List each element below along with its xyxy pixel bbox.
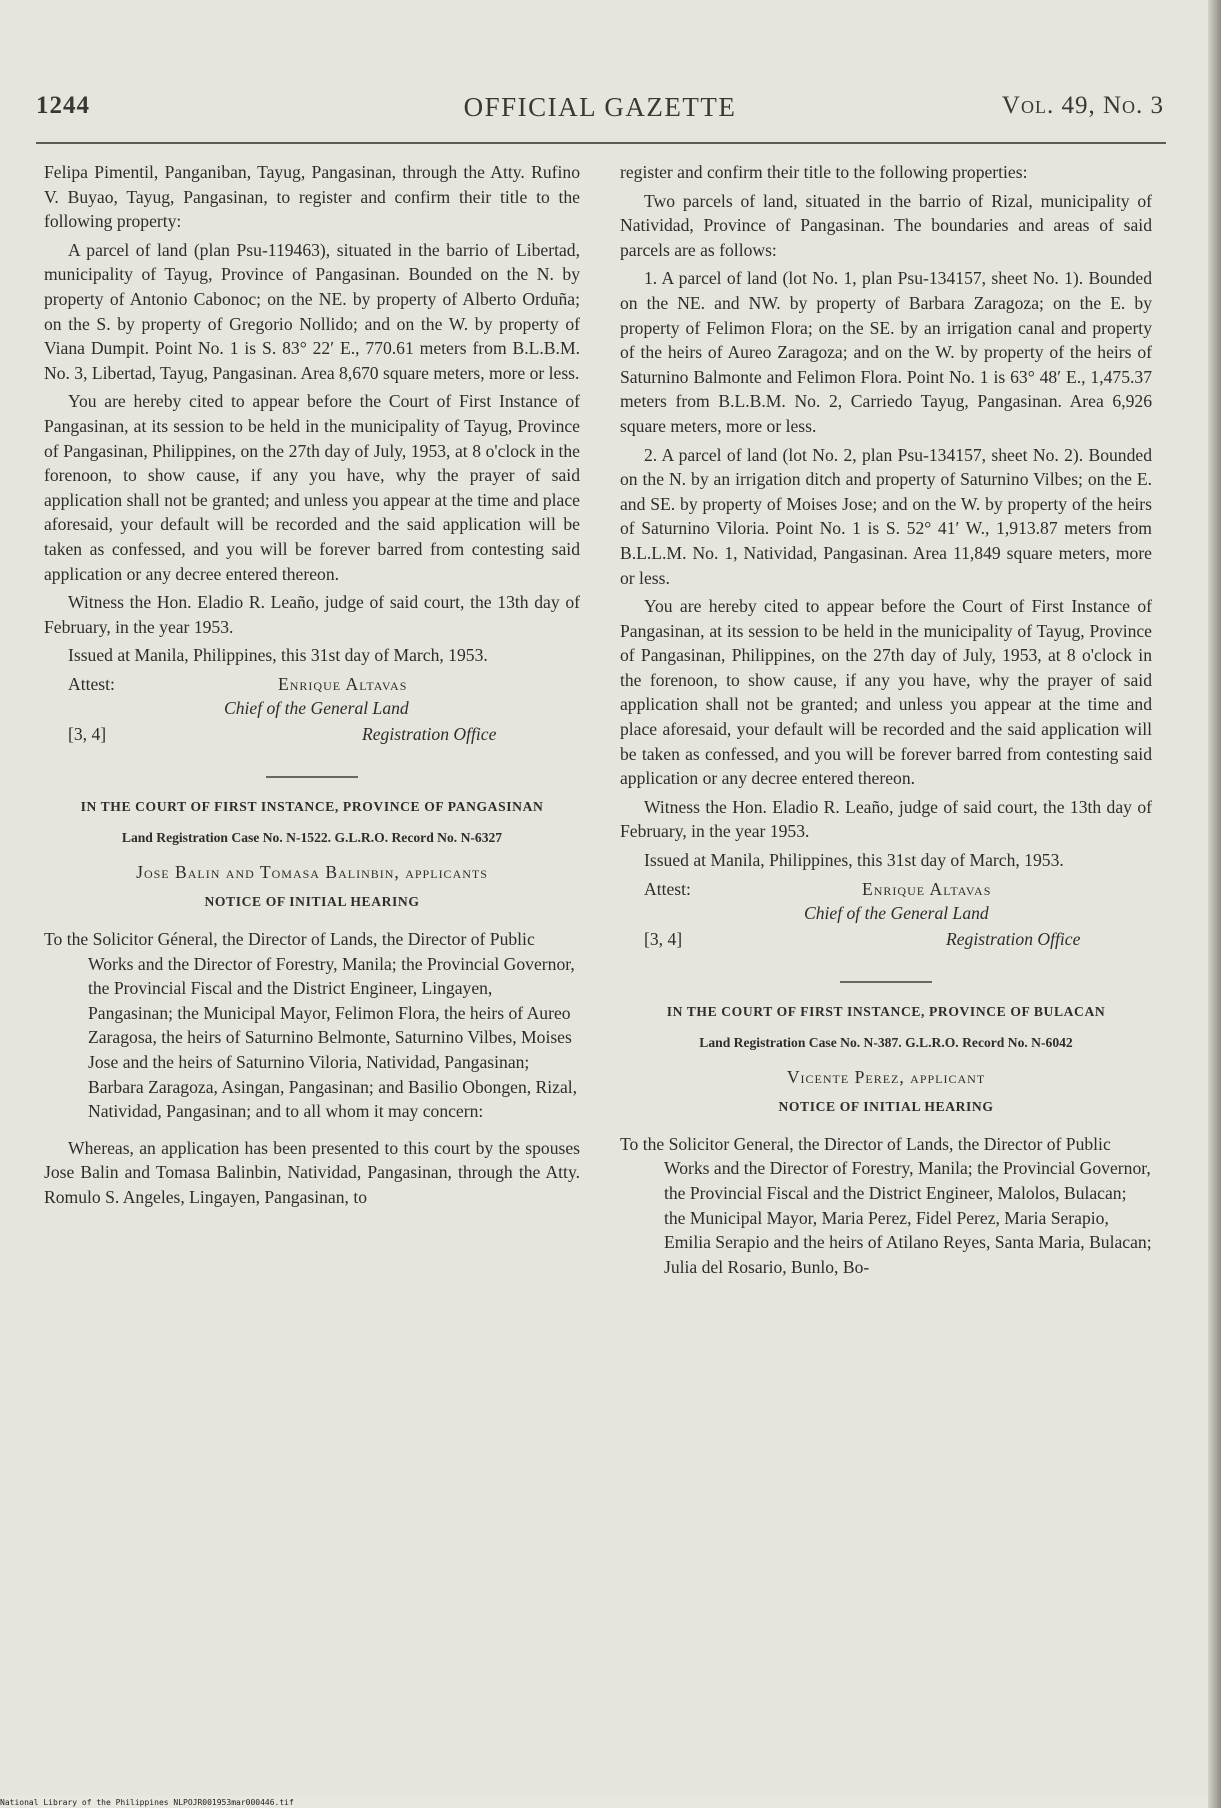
applicant-line: Vicente Perez, applicant <box>786 1066 986 1087</box>
volume-label: Vol. 49, No. 3 <box>1001 92 1164 119</box>
issue-reference: [3, 4] <box>68 723 107 744</box>
notice-heading: NOTICE OF INITIAL HEARING <box>204 894 420 910</box>
right-paragraph: Witness the Hon. Eladio R. Leaño, judge of said court, the 13th day of February, in the year 1953. <box>620 796 1152 842</box>
court-heading: IN THE COURT OF FIRST INSTANCE, PROVINCE OF PANGASINAN <box>80 798 544 814</box>
left-column <box>44 160 580 1210</box>
left-paragraph: Felipa Pimentil, Panganiban, Tayug, Pangasinan, through the Atty. Rufino V. Buyao, Tayug, Pangasinan, to register and confirm their title to the following property: <box>44 162 580 232</box>
publication-title: OFFICIAL GAZETTE <box>463 92 737 122</box>
page-number: 1244 <box>36 92 90 119</box>
left-paragraph: Witness the Hon. Eladio R. Leaño, judge of said court, the 13th day of February, in the year 1953. <box>44 592 580 637</box>
right-paragraph: You are hereby cited to appear before the Court of First Instance of Pangasinan, at its session to be held in the municipality of Tayug, Province of Pangasinan, Philippines, on the 27th day of July, 1953, at 8 o'clock in the forenoon, to show cause, if any you have, why the prayer of said application shall not be granted; and unless you appear at the time and place aforesaid, your default will be recorded and the said application will be taken as confessed, and you will be forever barred from contesting said application or any decree entered thereon. <box>620 596 1152 789</box>
left-paragraph: Whereas, an application has been presented to this court by the spouses Jose Balin and Tomasa Balinbin, Natividad, Pangasinan, through the Atty. Romulo S. Angeles, Lingayen, Pangasinan, to <box>44 1137 580 1207</box>
attest-label: Attest: <box>68 673 115 694</box>
attest-label: Attest: <box>644 878 691 899</box>
signer-title: Chief of the General Land <box>804 902 989 923</box>
signer-office: Registration Office <box>362 723 497 744</box>
right-paragraph: 1. A parcel of land (lot No. 1, plan Psu-134157, sheet No. 1). Bounded on the NE. and NW. by property of Barbara Zaragoza; on the E. by property of Felimon Flora; on the SE. by an irrigation canal and property of the heirs of Aureo Zaragoza; and on the W. by property of the heirs of Saturnino Balmonte and Felimon Flora. Point No. 1 is 63° 48′ E., 1,475.37 meters from B.L.B.M. No. 2, Carriedo Tayug, Pangasinan. Area 6,926 square meters, more or less. <box>620 268 1152 436</box>
right-paragraph: Issued at Manila, Philippines, this 31st day of March, 1953. <box>644 850 1064 871</box>
page-header <box>36 92 1164 132</box>
header-rule <box>36 142 1166 144</box>
right-column <box>620 160 1152 1279</box>
attestation-block <box>44 672 580 768</box>
right-paragraph: register and confirm their title to the following properties: <box>620 162 1028 182</box>
left-paragraph: A parcel of land (plan Psu-119463), situated in the barrio of Libertad, municipality of Tayug, Province of Pangasinan. Bounded on the N. by property of Antonio Cabonoc; on the NE. by property of Alberto Orduña; on the S. by property of Gregorio Nollido; and on the W. by property of Viana Dumpit. Point No. 1 is S. 83° 22′ E., 770.61 meters from B.L.B.M. No. 3, Libertad, Tayug, Pangasinan. Area 8,670 square meters, more or less. <box>44 239 580 383</box>
left-paragraph: You are hereby cited to appear before the Court of First Instance of Pangasinan, at its session to be held in the municipality of Tayug, Province of Pangasinan, Philippines, on the 27th day of July, 1953, at 8 o'clock in the forenoon, to show cause, if any you have, why the prayer of said application shall not be granted; and unless you appear at the time and place aforesaid, your default will be recorded and the said application will be taken as confessed, and you will be forever barred from contesting said application or any decree entered thereon. <box>44 391 580 584</box>
page-edge-shadow <box>1208 0 1221 1808</box>
signer-office: Registration Office <box>946 928 1081 949</box>
addressees: To the Solicitor Géneral, the Director of Lands, the Director of Public Works and the Director of Forestry, Manila; the Provincial Governor, the Provincial Fiscal and the District Engineer, Lingayen, Pangasinan; the Municipal Mayor, Felimon Flora, the heirs of Aureo Zaragosa, the heirs of Saturnino Belmonte, Saturnino Vilbes, Moises Jose and the heirs of Saturnino Viloria, Natividad, Pangasinan; Barbara Zaragoza, Asingan, Pangasinan; and Basilio Obongen, Rizal, Natividad, Pangasinan; and to all whom it may concern: <box>44 929 578 1122</box>
applicants-line: Jose Balin and Tomasa Balinbin, applicants <box>136 861 488 882</box>
scan-footer: National Library of the Philippines NLPOJR001953mar000446.tif <box>0 1798 294 1807</box>
right-paragraph: Two parcels of land, situated in the barrio of Rizal, municipality of Natividad, Province of Pangasinan. The boundaries and areas of said parcels are as follows: <box>620 190 1152 260</box>
attestation-block <box>620 877 1152 973</box>
case-number: Land Registration Case No. N-1522. G.L.R.O. Record No. N-6327 <box>121 829 503 845</box>
right-paragraph: 2. A parcel of land (lot No. 2, plan Psu-134157, sheet No. 2). Bounded on the N. by an irrigation ditch and property of Saturnino Vilbes; on the E. and SE. by property of Moises Jose; and on the W. by property of the heirs of Saturnino Viloria. Point No. 1 is S. 52° 41′ W., 1,913.87 meters from B.L.L.M. No. 1, Natividad, Pangasinan. Area 11,849 square meters, more or less. <box>620 444 1152 588</box>
notice-heading: NOTICE OF INITIAL HEARING <box>778 1099 994 1115</box>
section-divider <box>840 981 932 983</box>
case-number: Land Registration Case No. N-387. G.L.R.O. Record No. N-6042 <box>699 1034 1073 1050</box>
left-paragraph: Issued at Manila, Philippines, this 31st day of March, 1953. <box>68 645 488 666</box>
signer-name: Enrique Altavas <box>278 673 408 694</box>
signer-name: Enrique Altavas <box>862 878 992 899</box>
section-divider <box>266 776 358 778</box>
signer-title: Chief of the General Land <box>224 697 409 718</box>
addressees: To the Solicitor General, the Director of Lands, the Director of Public Works and the Director of Forestry, Manila; the Provincial Governor, the Provincial Fiscal and the District Engineer, Malolos, Bulacan; the Municipal Mayor, Maria Perez, Fidel Perez, Maria Serapio, Emilia Serapio and the heirs of Atilano Reyes, Santa Maria, Bulacan; Julia del Rosario, Bunlo, Bo- <box>620 1133 1152 1277</box>
court-heading: IN THE COURT OF FIRST INSTANCE, PROVINCE OF BULACAN <box>666 1003 1106 1019</box>
issue-reference: [3, 4] <box>644 928 683 949</box>
